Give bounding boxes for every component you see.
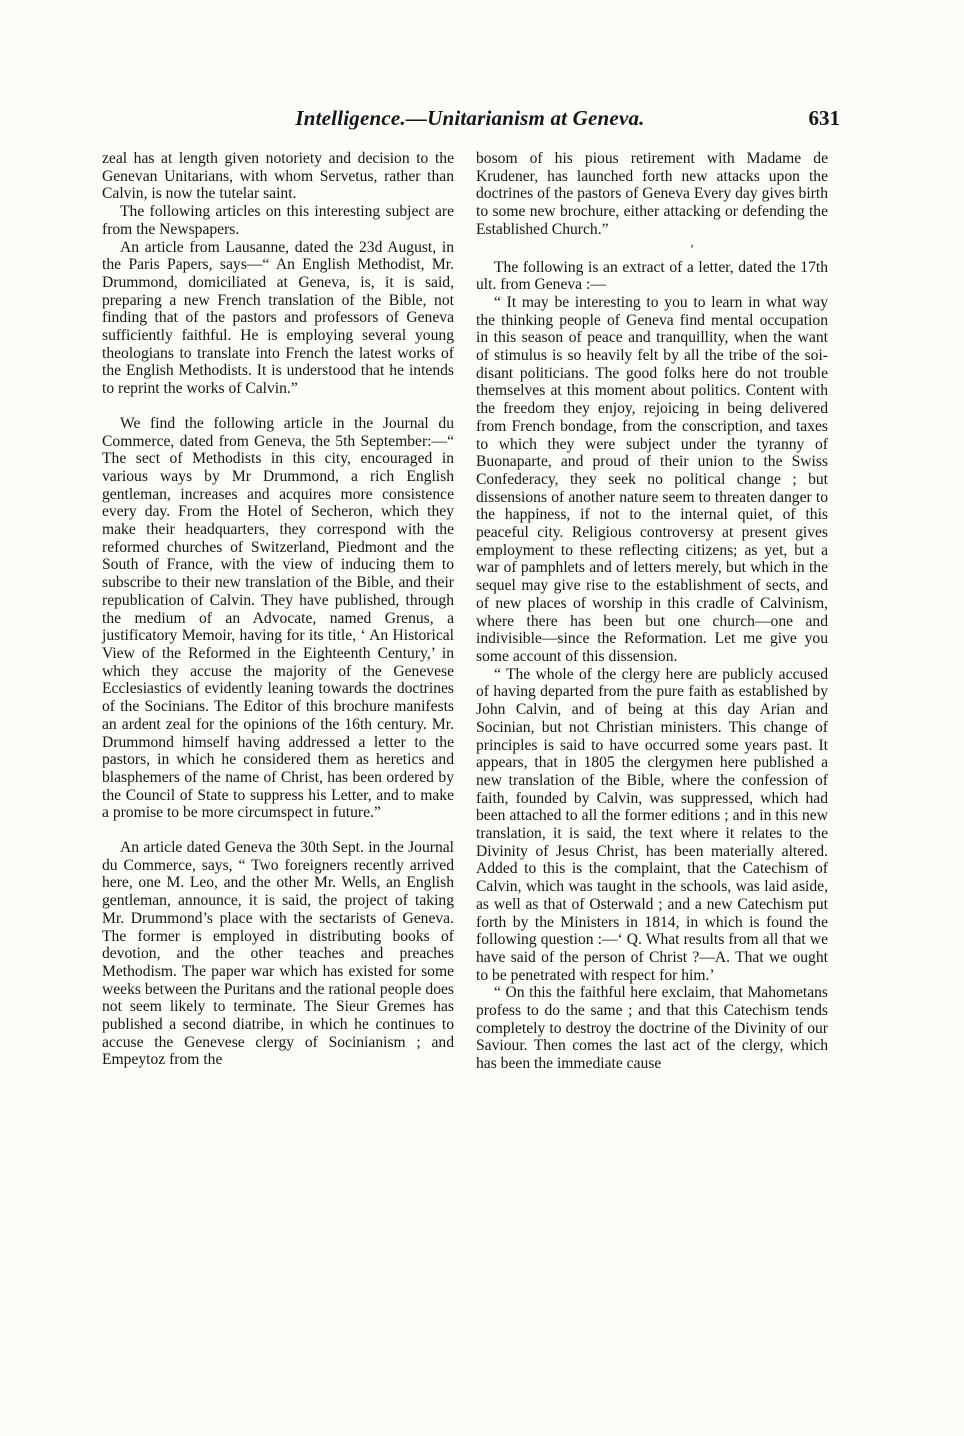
paragraph: zeal has at length given notoriety and decision to the Genevan Unitarians, with whom Servetus, rather than Calvin, is now the tutelar saint. [102,150,454,203]
paragraph: “ It may be interesting to you to learn in what way the thinking people of Geneva find mental occupation in this season of peace and tranquillity, when the want of stimulus is so heavily felt by all the tribe of the soi-disant politicians. The good folks here do not trouble themselves at this moment about politics. Content with the freedom they enjoy, rejoicing in being delivered from French bondage, from the conscription, and taxes to which they were subject under the tyranny of Buonaparte, and proud of their union to the Swiss Confederacy, they seek no political change ; but dissensions of another nature seem to threaten danger to the happiness, if not to the internal quiet, of this peaceful city. Religious controversy at present gives employment to these reflecting citizens; as yet, but a war of pamphlets and of letters merely, but which in the sequel may give rise to the establishment of sects, and of new places of worship in this cradle of Calvinism, where there has been but one church—one and indivisible—since the Reformation. Let me give you some account of this dissension. [476,293,828,665]
running-title: Intelligence.—Unitarianism at Geneva. [295,106,645,130]
paragraph: The following is an extract of a letter, dated the 17th ult. from Geneva :— [476,258,828,294]
left-column [102,150,454,1069]
paragraph: The following articles on this interesting subject are from the Newspapers. [102,203,454,238]
section-ornament: ʼ [690,241,694,256]
page-header [100,106,840,134]
paragraph-gap [102,822,454,839]
paragraph: bosom of his pious retirement with Madame de Krudener, has launched forth new attacks upon the doctrines of the pastors of Geneva Every day gives birth to some new brochure, either attacking or defending the Established Church.” [476,150,828,238]
right-column [476,150,828,1073]
paragraph: “ The whole of the clergy here are publicly accused of having departed from the pure faith as established by John Calvin, and of being at this day Arian and Socinian, but not Christian ministers. This change of principles is said to have occurred some years past. It appears, that in 1805 the clergymen here published a new translation of the Bible, where the confession of faith, founded by Calvin, was suppressed, which had been attached to all the former editions ; and in this new translation, it is said, the text where it relates to the Divinity of Jesus Christ, has been materially altered. Added to this is the complaint, that the Catechism of Calvin, which was taught in the schools, was laid aside, as well as that of Osterwald ; and a new Catechism put forth by the Ministers in 1814, in which is found the following question :—‘ Q. What results from all that we have said of the person of Christ ?—A. That we ought to be penetrated with respect for him.’ [476,665,828,984]
paragraph-gap [102,398,454,415]
paragraph: We find the following article in the Journal du Commerce, dated from Geneva, the 5th September:—“ The sect of Methodists in this city, encouraged in various ways by Mr Drummond, a rich English gentleman, increases and acquires more consistence every day. From the Hotel of Secheron, which they make their headquarters, they correspond with the reformed churches of Switzerland, Piedmont and the South of France, with the view of inducing them to subscribe to their new translation of the Bible, and their republication of Calvin. They have published, through the medium of an Advocate, named Grenus, a justificatory Memoir, having for its title, ‘ An Historical View of the Reformed in the Eighteenth Century,’ in which they accuse the majority of the Genevese Ecclesiastics of evidently leaning towards the doctrines of the Socinians. The Editor of this brochure manifests an ardent zeal for the opinions of the 16th century. Mr. Drummond himself having addressed a letter to the pastors, in which he considered them as heretics and blasphemers of the name of Christ, has been ordered by the Council of State to suppress his Letter, and to make a promise to be more circumspect in future.” [102,414,454,822]
paragraph: An article from Lausanne, dated the 23d August, in the Paris Papers, says—“ An English Methodist, Mr. Drummond, domiciliated at Geneva, is, it is said, preparing a new French translation of the Bible, not finding that of the pastors and professors of Geneva sufficiently faithful. He is employing several young theologians to translate into French the latest works of the English Methodists. It is understood that he intends to reprint the works of Calvin.” [102,238,454,398]
paragraph: “ On this the faithful here exclaim, that Mahometans profess to do the same ; and that this Catechism tends completely to destroy the doctrine of the Divinity of our Saviour. Then comes the last act of the clergy, which has been the immediate cause [476,984,828,1073]
paragraph: An article dated Geneva the 30th Sept. in the Journal du Commerce, says, “ Two foreigners recently arrived here, one M. Leo, and the other Mr. Wells, an English gentleman, announce, it is said, the project of taking Mr. Drummond’s place with the sectarists of Geneva. The former is employed in distributing books of devotion, and the other teaches and preaches Methodism. The paper war which has existed for some weeks between the Puritans and the rational people does not seem likely to terminate. The Sieur Gremes has published a second diatribe, in which he continues to accuse the Genevese clergy of Socinianism ; and Empeytoz from the [102,839,454,1069]
page-number: 631 [808,106,840,130]
